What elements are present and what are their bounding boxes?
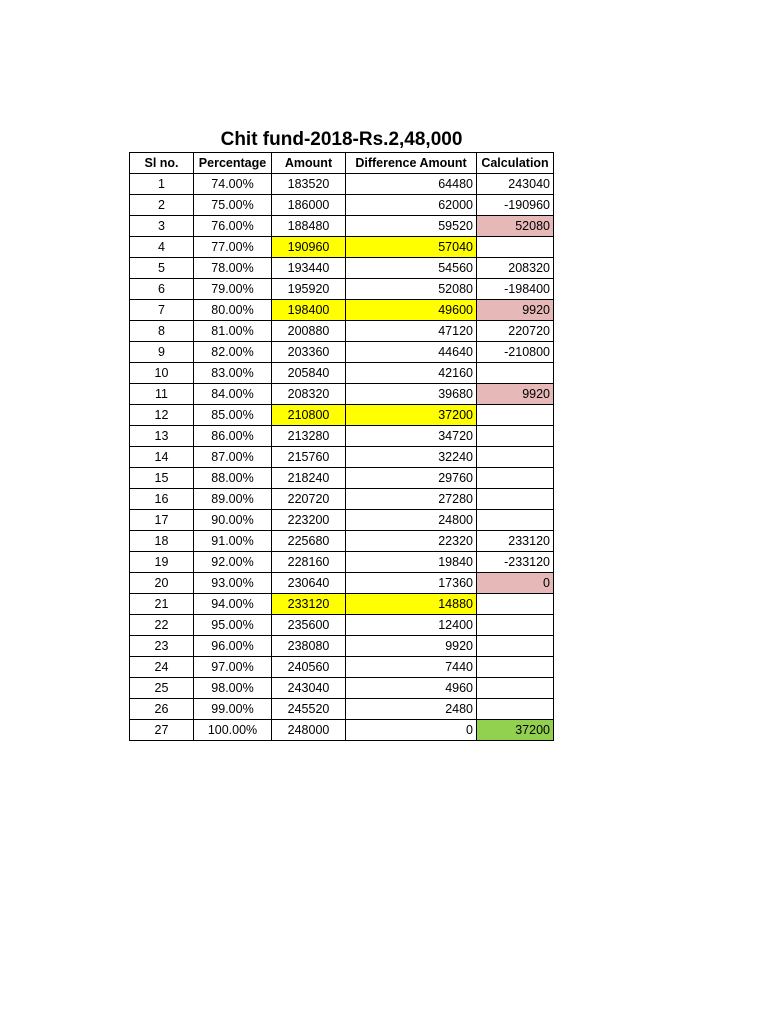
table-row (130, 195, 554, 216)
sl-no-cell: 19 (130, 552, 194, 573)
sl-no-cell: 5 (130, 258, 194, 279)
difference-amount-cell: 42160 (346, 363, 477, 384)
amount-cell: 230640 (272, 573, 346, 594)
table-row (130, 426, 554, 447)
percentage-cell: 91.00% (194, 531, 272, 552)
chit-fund-table (129, 152, 554, 741)
sl-no-cell: 20 (130, 573, 194, 594)
percentage-cell: 76.00% (194, 216, 272, 237)
percentage-cell: 95.00% (194, 615, 272, 636)
sl-no-cell: 2 (130, 195, 194, 216)
difference-amount-cell: 54560 (346, 258, 477, 279)
header-sl-no: Sl no. (130, 153, 194, 174)
table-row (130, 636, 554, 657)
amount-cell: 200880 (272, 321, 346, 342)
sl-no-cell: 13 (130, 426, 194, 447)
difference-amount-cell: 27280 (346, 489, 477, 510)
sl-no-cell: 26 (130, 699, 194, 720)
table-row (130, 510, 554, 531)
percentage-cell: 75.00% (194, 195, 272, 216)
sl-no-cell: 22 (130, 615, 194, 636)
table-row (130, 489, 554, 510)
percentage-cell: 85.00% (194, 405, 272, 426)
amount-cell: 215760 (272, 447, 346, 468)
table-row (130, 174, 554, 195)
table-row (130, 258, 554, 279)
difference-amount-cell: 62000 (346, 195, 477, 216)
calculation-cell (477, 237, 554, 258)
difference-amount-cell: 0 (346, 720, 477, 741)
difference-amount-cell: 17360 (346, 573, 477, 594)
table-row (130, 363, 554, 384)
calculation-cell (477, 636, 554, 657)
sl-no-cell: 17 (130, 510, 194, 531)
amount-cell: 245520 (272, 699, 346, 720)
calculation-cell: 243040 (477, 174, 554, 195)
amount-cell: 198400 (272, 300, 346, 321)
difference-amount-cell: 64480 (346, 174, 477, 195)
amount-cell: 193440 (272, 258, 346, 279)
sl-no-cell: 3 (130, 216, 194, 237)
calculation-cell: 37200 (477, 720, 554, 741)
sl-no-cell: 4 (130, 237, 194, 258)
difference-amount-cell: 34720 (346, 426, 477, 447)
sl-no-cell: 1 (130, 174, 194, 195)
amount-cell: 186000 (272, 195, 346, 216)
difference-amount-cell: 24800 (346, 510, 477, 531)
header-calculation: Calculation (477, 153, 554, 174)
percentage-cell: 78.00% (194, 258, 272, 279)
calculation-cell (477, 405, 554, 426)
table-row (130, 447, 554, 468)
amount-cell: 208320 (272, 384, 346, 405)
sl-no-cell: 16 (130, 489, 194, 510)
calculation-cell (477, 489, 554, 510)
calculation-cell (477, 594, 554, 615)
table-row (130, 342, 554, 363)
difference-amount-cell: 29760 (346, 468, 477, 489)
percentage-cell: 83.00% (194, 363, 272, 384)
percentage-cell: 88.00% (194, 468, 272, 489)
amount-cell: 225680 (272, 531, 346, 552)
table-row (130, 300, 554, 321)
table-row (130, 720, 554, 741)
percentage-cell: 82.00% (194, 342, 272, 363)
calculation-cell: 9920 (477, 384, 554, 405)
amount-cell: 183520 (272, 174, 346, 195)
sl-no-cell: 27 (130, 720, 194, 741)
percentage-cell: 96.00% (194, 636, 272, 657)
sl-no-cell: 14 (130, 447, 194, 468)
table-row (130, 573, 554, 594)
sl-no-cell: 12 (130, 405, 194, 426)
percentage-cell: 98.00% (194, 678, 272, 699)
sl-no-cell: 10 (130, 363, 194, 384)
calculation-cell: -233120 (477, 552, 554, 573)
percentage-cell: 99.00% (194, 699, 272, 720)
amount-cell: 240560 (272, 657, 346, 678)
sl-no-cell: 21 (130, 594, 194, 615)
calculation-cell: 208320 (477, 258, 554, 279)
table-row (130, 216, 554, 237)
amount-cell: 188480 (272, 216, 346, 237)
percentage-cell: 84.00% (194, 384, 272, 405)
difference-amount-cell: 9920 (346, 636, 477, 657)
difference-amount-cell: 52080 (346, 279, 477, 300)
amount-cell: 235600 (272, 615, 346, 636)
amount-cell: 213280 (272, 426, 346, 447)
sl-no-cell: 25 (130, 678, 194, 699)
sl-no-cell: 7 (130, 300, 194, 321)
calculation-cell (477, 426, 554, 447)
table-row (130, 384, 554, 405)
amount-cell: 190960 (272, 237, 346, 258)
calculation-cell: -210800 (477, 342, 554, 363)
sl-no-cell: 8 (130, 321, 194, 342)
table-row (130, 321, 554, 342)
difference-amount-cell: 32240 (346, 447, 477, 468)
table-row (130, 237, 554, 258)
amount-cell: 210800 (272, 405, 346, 426)
table-row (130, 531, 554, 552)
header-amount: Amount (272, 153, 346, 174)
table-row (130, 552, 554, 573)
percentage-cell: 100.00% (194, 720, 272, 741)
percentage-cell: 89.00% (194, 489, 272, 510)
percentage-cell: 86.00% (194, 426, 272, 447)
calculation-cell (477, 447, 554, 468)
difference-amount-cell: 49600 (346, 300, 477, 321)
percentage-cell: 81.00% (194, 321, 272, 342)
difference-amount-cell: 22320 (346, 531, 477, 552)
percentage-cell: 77.00% (194, 237, 272, 258)
sl-no-cell: 11 (130, 384, 194, 405)
amount-cell: 238080 (272, 636, 346, 657)
difference-amount-cell: 14880 (346, 594, 477, 615)
percentage-cell: 93.00% (194, 573, 272, 594)
header-row (130, 153, 554, 174)
calculation-cell: -198400 (477, 279, 554, 300)
difference-amount-cell: 59520 (346, 216, 477, 237)
difference-amount-cell: 4960 (346, 678, 477, 699)
sl-no-cell: 15 (130, 468, 194, 489)
sl-no-cell: 6 (130, 279, 194, 300)
amount-cell: 205840 (272, 363, 346, 384)
amount-cell: 248000 (272, 720, 346, 741)
calculation-cell (477, 699, 554, 720)
calculation-cell: 9920 (477, 300, 554, 321)
percentage-cell: 92.00% (194, 552, 272, 573)
calculation-cell: 52080 (477, 216, 554, 237)
percentage-cell: 87.00% (194, 447, 272, 468)
difference-amount-cell: 44640 (346, 342, 477, 363)
percentage-cell: 94.00% (194, 594, 272, 615)
percentage-cell: 74.00% (194, 174, 272, 195)
table-row (130, 678, 554, 699)
table-row (130, 279, 554, 300)
calculation-cell (477, 615, 554, 636)
header-difference-amount: Difference Amount (346, 153, 477, 174)
table-row (130, 699, 554, 720)
amount-cell: 243040 (272, 678, 346, 699)
calculation-cell (477, 678, 554, 699)
table-row (130, 615, 554, 636)
difference-amount-cell: 47120 (346, 321, 477, 342)
calculation-cell: -190960 (477, 195, 554, 216)
sl-no-cell: 9 (130, 342, 194, 363)
difference-amount-cell: 37200 (346, 405, 477, 426)
amount-cell: 203360 (272, 342, 346, 363)
table-row (130, 657, 554, 678)
sheet-title: Chit fund-2018-Rs.2,48,000 (220, 129, 463, 150)
calculation-cell: 0 (477, 573, 554, 594)
calculation-cell (477, 510, 554, 531)
percentage-cell: 79.00% (194, 279, 272, 300)
difference-amount-cell: 19840 (346, 552, 477, 573)
calculation-cell: 220720 (477, 321, 554, 342)
amount-cell: 220720 (272, 489, 346, 510)
amount-cell: 228160 (272, 552, 346, 573)
amount-cell: 233120 (272, 594, 346, 615)
difference-amount-cell: 12400 (346, 615, 477, 636)
percentage-cell: 80.00% (194, 300, 272, 321)
difference-amount-cell: 7440 (346, 657, 477, 678)
calculation-cell (477, 468, 554, 489)
difference-amount-cell: 39680 (346, 384, 477, 405)
header-percentage: Percentage (194, 153, 272, 174)
difference-amount-cell: 2480 (346, 699, 477, 720)
amount-cell: 218240 (272, 468, 346, 489)
table-row (130, 594, 554, 615)
percentage-cell: 90.00% (194, 510, 272, 531)
table-row (130, 468, 554, 489)
table-row (130, 405, 554, 426)
calculation-cell (477, 363, 554, 384)
calculation-cell: 233120 (477, 531, 554, 552)
amount-cell: 223200 (272, 510, 346, 531)
sl-no-cell: 24 (130, 657, 194, 678)
sl-no-cell: 18 (130, 531, 194, 552)
amount-cell: 195920 (272, 279, 346, 300)
sl-no-cell: 23 (130, 636, 194, 657)
percentage-cell: 97.00% (194, 657, 272, 678)
difference-amount-cell: 57040 (346, 237, 477, 258)
calculation-cell (477, 657, 554, 678)
